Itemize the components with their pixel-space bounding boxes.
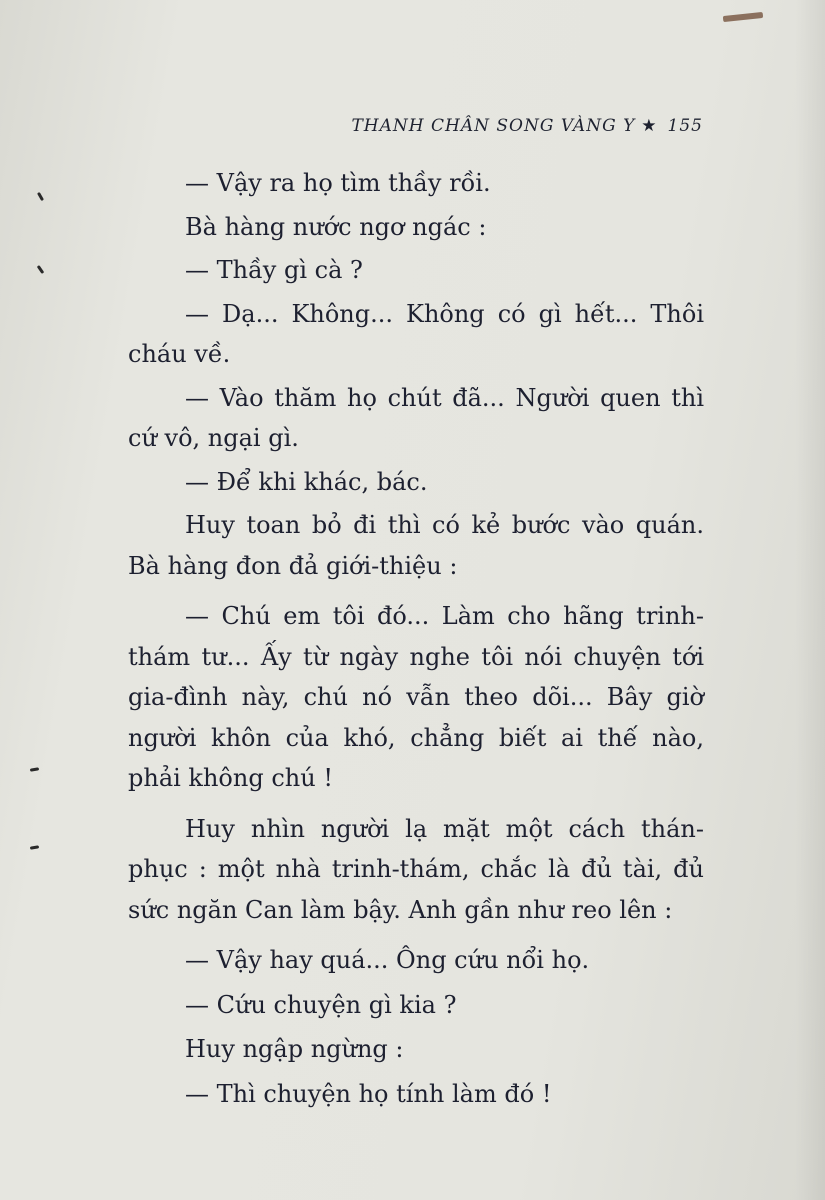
paragraph: Bà hàng nước ngơ ngác : (185, 212, 487, 241)
page-edge-shadow (795, 0, 825, 1200)
paragraph: Huy toan bỏ đi thì có kẻ bước vào quán. Bà hàng đon đả giới-thiệu : (128, 511, 704, 580)
paragraph: Huy ngập ngừng : (185, 1035, 404, 1063)
page-number: 155 (667, 116, 703, 136)
paragraph: — Cứu chuyện gì kia ? (185, 990, 457, 1019)
paragraph: — Dạ... Không... Không có gì hết... Thôi cháu về. (128, 299, 704, 368)
paragraph: — Thầy gì cà ? (185, 256, 363, 284)
binding-stitch-mark (30, 767, 39, 772)
paragraph: — Chú em tôi đó... Làm cho hãng trinh-thám tư... Ấy từ ngày nghe tôi nói chuyện tới gia-đình này, chú nó vẫn theo dõi... Bây giờ người khôn của khó, chẳng biết ai thế nào, phải không chú ! (128, 602, 704, 792)
running-title: THANH CHÂN SONG VÀNG Y (351, 116, 636, 136)
paragraph: Huy nhìn người lạ mặt một cách thán-phục : một nhà trinh-thám, chắc là đủ tài, đủ sức ngăn Can làm bậy. Anh gần như reo lên : (128, 814, 704, 924)
paragraph: — Thì chuyện họ tính làm đó ! (185, 1079, 552, 1108)
star-icon: ★ (641, 116, 658, 136)
binding-stitch-mark (30, 845, 39, 850)
body-text (128, 163, 704, 1114)
binding-stitch-mark (37, 192, 44, 201)
paragraph: — Vào thăm họ chút đã... Người quen thì cứ vô, ngại gì. (128, 383, 704, 452)
binding-stitch-mark (37, 265, 45, 274)
paragraph: — Để khi khác, bác. (185, 467, 428, 496)
paragraph: — Vậy ra họ tìm thầy rồi. (185, 169, 491, 197)
running-header (351, 116, 703, 136)
paragraph: — Vậy hay quá... Ông cứu nổi họ. (185, 946, 590, 974)
torn-corner-mark (723, 12, 763, 22)
